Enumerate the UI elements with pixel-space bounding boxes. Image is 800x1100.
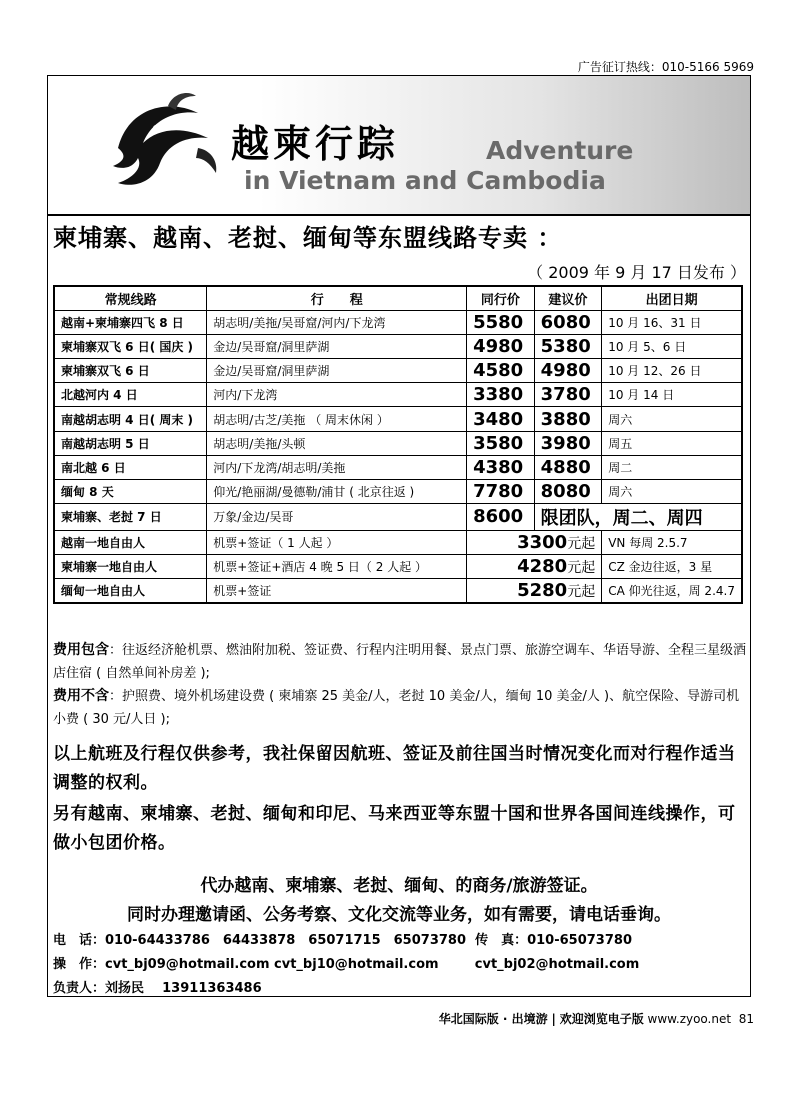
table-row: [54, 530, 742, 554]
col-header-suggest-price: 建议价: [534, 286, 602, 311]
route-name: 南北越 6 日: [54, 455, 207, 479]
table-row: [54, 431, 742, 455]
phone-numbers: 010-64433786 64433878 65071715 65073780: [105, 933, 467, 948]
site-url[interactable]: www.zyoo.net: [647, 1012, 732, 1026]
table-row: [54, 359, 742, 383]
itinerary: 仰光/艳丽湖/曼德勒/浦甘 ( 北京往返 ): [207, 479, 467, 503]
route-name: 南越胡志明 5 日: [54, 431, 207, 455]
peer-price: 7780: [467, 479, 535, 503]
route-name: 缅甸 8 天: [54, 479, 207, 503]
ad-frame: [47, 75, 751, 997]
table-row: [54, 479, 742, 503]
itinerary: 河内/下龙湾/胡志明/美拖: [207, 455, 467, 479]
suggest-price: 3980: [534, 431, 602, 455]
operator-email-3: cvt_bj02@hotmail.com: [474, 957, 640, 972]
phone-label: 电 话：: [53, 933, 106, 948]
route-name: 越南+柬埔寨四飞 8 日: [54, 311, 207, 335]
edition-name: 华北国际版 · 出境游: [438, 1012, 548, 1026]
departure-date: 周五: [602, 431, 742, 455]
table-row: [54, 455, 742, 479]
page-number: 81: [738, 1012, 754, 1026]
departure-date: CZ 金边往返，3 星: [602, 554, 742, 578]
suggest-price: 6080: [534, 311, 602, 335]
departure-date: 周六: [602, 479, 742, 503]
table-row: [54, 335, 742, 359]
itinerary: 胡志明/美拖/吴哥窟/河内/下龙湾: [207, 311, 467, 335]
table-row: [54, 383, 742, 407]
suggest-price: 3780: [534, 383, 602, 407]
person-label: 负责人：: [53, 981, 106, 996]
dragon-logo-icon: [98, 88, 228, 198]
brand-en-line2: in Vietnam and Cambodia: [244, 166, 606, 195]
itinerary: 胡志明/美拖/头顿: [207, 431, 467, 455]
price-suffix: 元起: [567, 584, 596, 601]
peer-price: 4380: [467, 455, 535, 479]
route-name: 南越胡志明 4 日( 周末 ): [54, 407, 207, 431]
fee-notes: [53, 639, 747, 731]
operator-line: [53, 953, 639, 972]
col-header-itinerary: 行 程: [207, 286, 467, 311]
peer-price: 5580: [467, 311, 535, 335]
footer-separator: |: [551, 1012, 556, 1026]
itinerary: 河内/下龙湾: [207, 383, 467, 407]
table-row: [54, 554, 742, 578]
peer-price: 8600: [467, 503, 535, 530]
departure-date: VN 每周 2.5.7: [602, 530, 742, 554]
person-name: 刘扬民: [105, 981, 145, 996]
price-from: [467, 530, 602, 554]
itinerary: 机票+签证+酒店 4 晚 5 日（ 2 人起 ）: [207, 554, 467, 578]
suggest-price: 3880: [534, 407, 602, 431]
itinerary: 机票+签证（ 1 人起 ）: [207, 530, 467, 554]
ad-hotline: 广告征订热线：010-5166 5969: [577, 60, 754, 74]
extra-services-note: 另有越南、柬埔寨、老挝、缅甸和印尼、马来西亚等东盟十国和世界各国间连线操作，可做小包团价格。: [53, 804, 736, 853]
departure-date: 10 月 5、6 日: [602, 335, 742, 359]
col-header-departure: 出团日期: [602, 286, 742, 311]
itinerary: 胡志明/古芝/美拖 （ 周末休闲 ）: [207, 407, 467, 431]
price-suffix: 元起: [567, 559, 596, 576]
suggest-price: 5380: [534, 335, 602, 359]
suggest-price: 4980: [534, 359, 602, 383]
table-row: [54, 579, 742, 604]
departure-date: 周六: [602, 407, 742, 431]
peer-price: 3380: [467, 383, 535, 407]
table-header-row: [54, 286, 742, 311]
itinerary: 金边/吴哥窟/洞里萨湖: [207, 335, 467, 359]
person-line: [53, 977, 262, 996]
route-name: 缅甸一地自由人: [54, 579, 207, 604]
brand-banner: [48, 76, 750, 216]
peer-price: 4980: [467, 335, 535, 359]
route-name: 柬埔寨双飞 6 日: [54, 359, 207, 383]
fee-exclude-label: 费用不含: [53, 688, 109, 704]
price-value: 3300: [517, 531, 568, 553]
visa-service-line: 代办越南、柬埔寨、老挝、缅甸、的商务/旅游签证。: [200, 876, 598, 896]
col-header-route: 常规线路: [54, 286, 207, 311]
peer-price: 3580: [467, 431, 535, 455]
brand-en-line1: Adventure: [486, 136, 634, 165]
departure-date: 10 月 16、31 日: [602, 311, 742, 335]
operator-emails: cvt_bj09@hotmail.com cvt_bj10@hotmail.com: [105, 957, 439, 972]
phone-line: [53, 929, 632, 948]
suggest-price: 4880: [534, 455, 602, 479]
headline: 柬埔寨、越南、老挝、缅甸等东盟线路专卖 ：: [53, 223, 563, 252]
departure-date: CA 仰光往返，周 2.4.7: [602, 579, 742, 604]
price-from: [467, 579, 602, 604]
col-header-peer-price: 同行价: [467, 286, 535, 311]
route-name: 越南一地自由人: [54, 530, 207, 554]
group-note-text: 限团队，周二、周四: [540, 507, 703, 529]
person-mobile: 13911363486: [162, 981, 262, 996]
itinerary: 万象/金边/吴哥: [207, 503, 467, 530]
route-name: 北越河内 4 日: [54, 383, 207, 407]
fee-include: [53, 639, 747, 685]
price-suffix: 元起: [567, 535, 596, 552]
itinerary: 金边/吴哥窟/洞里萨湖: [207, 359, 467, 383]
departure-date: 10 月 14 日: [602, 383, 742, 407]
table-row: [54, 407, 742, 431]
fee-include-label: 费用包含: [53, 642, 109, 658]
fee-exclude-text: ：护照费、境外机场建设费 ( 柬埔寨 25 美金/人，老挝 10 美金/人，缅甸 10 美金/人 )、航空保险、导游司机小费 ( 30 元/人日 );: [53, 689, 740, 727]
table-row: [54, 503, 742, 530]
price-value: 5280: [517, 580, 568, 602]
departure-date: 周二: [602, 455, 742, 479]
peer-price: 4580: [467, 359, 535, 383]
peer-price: 3480: [467, 407, 535, 431]
suggest-price: 8080: [534, 479, 602, 503]
price-from: [467, 554, 602, 578]
publish-date: （ 2009 年 9 月 17 日发布 ）: [527, 263, 746, 282]
fax-label: 传 真：: [475, 933, 528, 948]
route-name: 柬埔寨一地自由人: [54, 554, 207, 578]
route-price-table: [53, 285, 743, 604]
divider: [48, 214, 750, 216]
disclaimer-note: 以上航班及行程仅供参考，我社保留因航班、签证及前往国当时情况变化而对行程作适当调整的权利。: [53, 744, 736, 793]
route-name: 柬埔寨、老挝 7 日: [54, 503, 207, 530]
group-note: [534, 503, 742, 530]
route-name: 柬埔寨双飞 6 日( 国庆 ): [54, 335, 207, 359]
price-value: 4280: [517, 555, 568, 577]
departure-date: 10 月 12、26 日: [602, 359, 742, 383]
itinerary: 机票+签证: [207, 579, 467, 604]
table-row: [54, 311, 742, 335]
fee-include-text: ：往返经济舱机票、燃油附加税、签证费、行程内注明用餐、景点门票、旅游空调车、华语导游、全程三星级酒店住宿 ( 自然单间补房差 );: [53, 643, 747, 681]
welcome-text: 欢迎浏览电子版: [559, 1012, 644, 1026]
fee-exclude: [53, 685, 747, 731]
brand-cn-title: 越柬行踪: [231, 121, 400, 166]
fax-number: 010-65073780: [527, 933, 632, 948]
operator-label: 操 作：: [53, 957, 106, 972]
invitation-service-line: 同时办理邀请函、公务考察、文化交流等业务，如有需要，请电话垂询。: [127, 905, 671, 925]
page-footer: [439, 1010, 754, 1027]
